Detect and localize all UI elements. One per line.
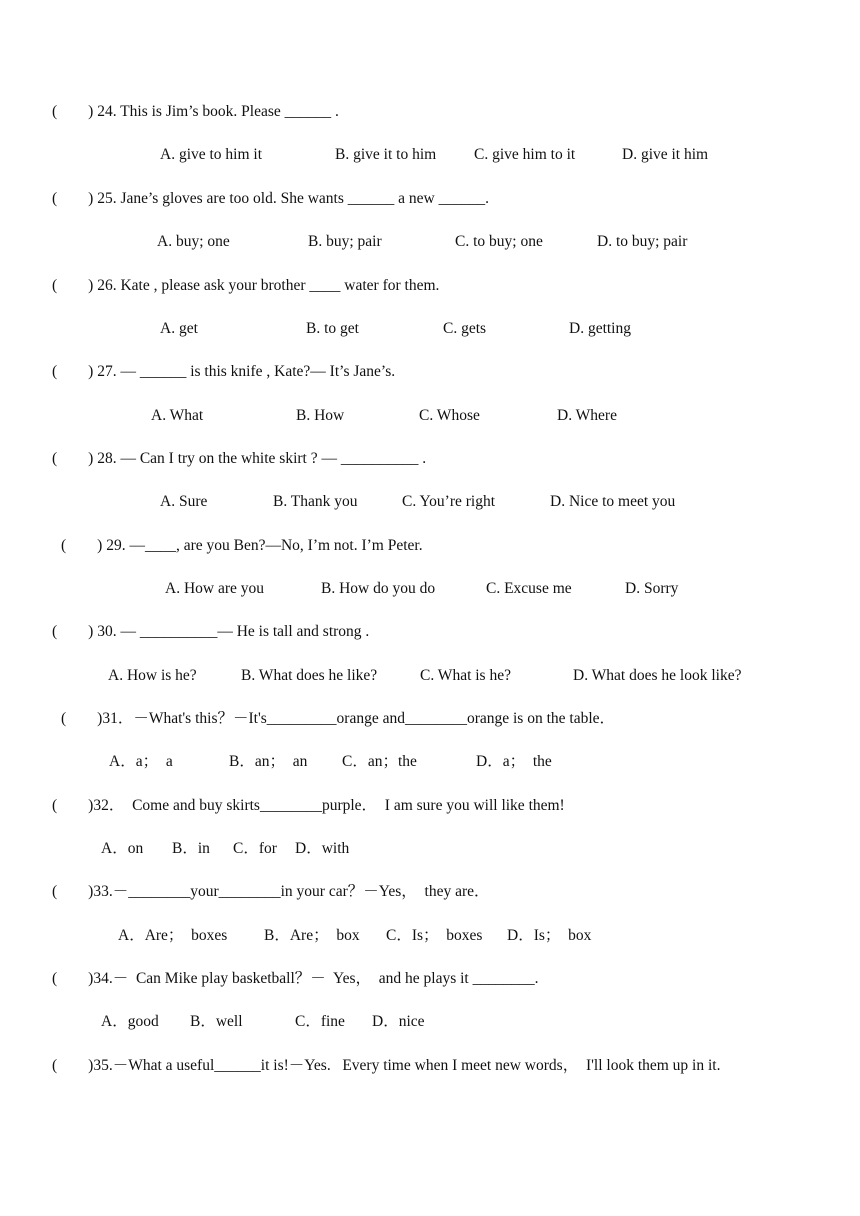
option-a: A．good <box>101 1013 159 1030</box>
option-d: D．Is； box <box>507 927 592 944</box>
option-a: A．a； a <box>109 753 173 770</box>
option-b: B. What does he like? <box>241 667 378 684</box>
option-b: B. How do you do <box>321 580 436 597</box>
question-29 <box>0 534 860 558</box>
option-a: A. buy; one <box>157 233 230 250</box>
question-25 <box>0 187 860 211</box>
question-26 <box>0 274 860 298</box>
option-b: B. Thank you <box>273 493 358 510</box>
option-c: C．an；the <box>342 753 417 770</box>
option-c: C. give him to it <box>474 146 576 163</box>
option-b: B．an； an <box>229 753 308 770</box>
question-stem: ( ) 27. — ______ is this knife , Kate?— It’s Jane’s. <box>52 363 396 380</box>
options-24 <box>0 143 860 167</box>
question-stem: ( ) 26. Kate , please ask your brother ____ water for them. <box>52 277 440 294</box>
option-d: D．nice <box>372 1013 425 1030</box>
question-stem: ( ) 29. —____, are you Ben?—No, I’m not. I’m Peter. <box>61 537 423 554</box>
option-b: B. to get <box>306 320 359 337</box>
option-a: A. What <box>151 407 204 424</box>
options-28 <box>0 490 860 514</box>
option-b: B．in <box>172 840 210 857</box>
question-stem: ( ) 25. Jane’s gloves are too old. She wants ______ a new ______. <box>52 190 489 207</box>
question-27 <box>0 360 860 384</box>
option-d: D. Nice to meet you <box>550 493 676 510</box>
question-34 <box>0 967 860 991</box>
option-d: D. give it him <box>622 146 709 163</box>
question-stem: ( )32． Come and buy skirts________purple． I am sure you will like them! <box>52 797 565 814</box>
question-stem: ( )35.－What a useful______it is!－Yes. Every time when I meet new words， I'll look them up in it. <box>52 1057 721 1074</box>
option-d: D. Where <box>557 407 617 424</box>
option-d: D．with <box>295 840 350 857</box>
options-34 <box>0 1010 860 1034</box>
option-b: B．well <box>190 1013 243 1030</box>
options-26 <box>0 317 860 341</box>
option-c: C. What is he? <box>420 667 511 684</box>
question-stem: ( ) 30. — __________— He is tall and strong . <box>52 623 370 640</box>
option-c: C．Is； boxes <box>386 927 483 944</box>
question-stem: ( ) 28. — Can I try on the white skirt ? — __________ . <box>52 450 427 467</box>
option-a: A．on <box>101 840 144 857</box>
option-c: C. to buy; one <box>455 233 543 250</box>
options-33 <box>0 924 860 948</box>
question-31 <box>0 707 860 731</box>
option-a: A. give to him it <box>160 146 263 163</box>
options-29 <box>0 577 860 601</box>
question-30 <box>0 620 860 644</box>
question-28 <box>0 447 860 471</box>
question-stem: ( )31．－What's this？－It's_________orange and________orange is on the table． <box>61 710 616 727</box>
option-b: B. How <box>296 407 345 424</box>
option-d: D. Sorry <box>625 580 679 597</box>
options-30 <box>0 664 860 688</box>
option-a: A. How is he? <box>108 667 197 684</box>
option-a: A. How are you <box>165 580 265 597</box>
option-b: B. buy; pair <box>308 233 382 250</box>
question-stem: ( )34.－ Can Mike play basketball？－ Yes， and he plays it ________. <box>52 970 539 987</box>
option-c: C．for <box>233 840 277 857</box>
question-24 <box>0 100 860 124</box>
question-32 <box>0 794 860 818</box>
question-stem: ( ) 24. This is Jim’s book. Please ______ . <box>52 103 339 120</box>
question-35 <box>0 1054 860 1078</box>
option-a: A．Are； boxes <box>118 927 228 944</box>
option-d: D. to buy; pair <box>597 233 688 250</box>
question-stem: ( )33.－________your________in your car？－Yes， they are． <box>52 883 490 900</box>
option-c: C．fine <box>295 1013 345 1030</box>
option-a: A. Sure <box>160 493 208 510</box>
option-d: D．a； the <box>476 753 552 770</box>
option-c: C. gets <box>443 320 487 337</box>
option-d: D. getting <box>569 320 631 337</box>
option-a: A. get <box>160 320 198 337</box>
options-32 <box>0 837 860 861</box>
option-c: C. Whose <box>419 407 480 424</box>
option-c: C. You’re right <box>402 493 496 510</box>
question-33 <box>0 880 860 904</box>
option-c: C. Excuse me <box>486 580 572 597</box>
options-27 <box>0 404 860 428</box>
option-b: B．Are； box <box>264 927 360 944</box>
options-31 <box>0 750 860 774</box>
options-25 <box>0 230 860 254</box>
option-b: B. give it to him <box>335 146 437 163</box>
option-d: D. What does he look like? <box>573 667 742 684</box>
